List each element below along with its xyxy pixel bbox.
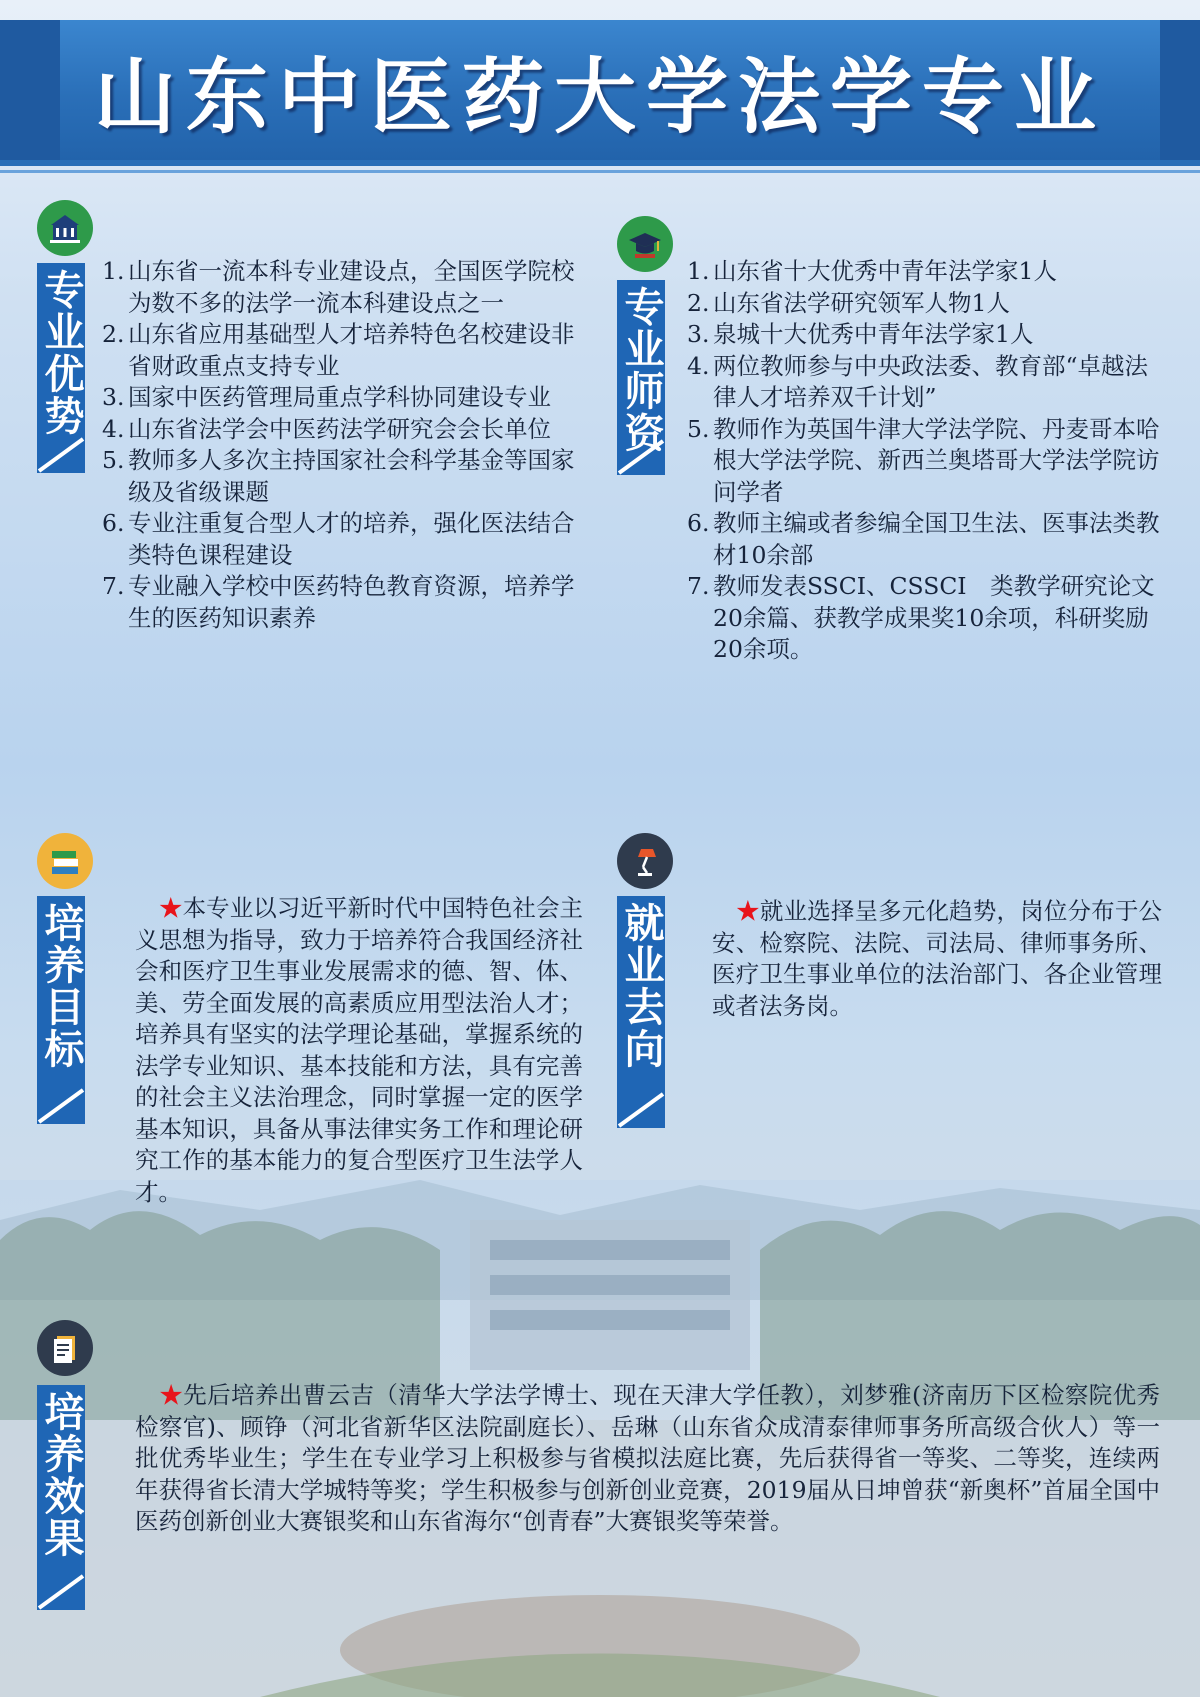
list-item: 1. 山东省一流本科专业建设点，全国医学院校为数不多的法学一流本科建设点之一	[102, 257, 575, 317]
career-desk-lamp-icon	[617, 833, 673, 889]
section-label-faculty: 专业师资	[617, 280, 665, 475]
list-item: 4. 两位教师参与中央政法委、教育部“卓越法律人才培养双千计划”	[687, 351, 1149, 411]
star-icon: ★	[736, 897, 760, 925]
page-title: 山东中医药大学法学专业	[93, 49, 1106, 145]
section-label-training-results: 培养效果	[37, 1385, 85, 1610]
section-label-employment: 就业去向	[617, 896, 665, 1128]
faculty-list	[687, 256, 1165, 666]
graduation-cap-icon	[617, 216, 673, 272]
books-icon	[37, 833, 93, 889]
list-item: 3. 泉城十大优秀中青年法学家1人	[687, 320, 1034, 348]
list-item: 1. 山东省十大优秀中青年法学家1人	[687, 257, 1057, 285]
list-item: 2. 山东省应用基础型人才培养特色名校建设非省财政重点支持专业	[102, 320, 575, 380]
employment-paragraph: ★就业选择呈多元化趋势，岗位分布于公安、检察院、法院、司法局、律师事务所、医疗卫生事业单位的法治部门、各企业管理或者法务岗。	[712, 897, 1163, 1020]
list-item: 6. 教师主编或者参编全国卫生法、医事法类教材10余部	[687, 509, 1160, 569]
advantages-list	[102, 256, 582, 634]
list-item: 5. 教师多人多次主持国家社会科学基金等国家级及省级课题	[102, 446, 575, 506]
section-label-training-goal: 培养目标	[37, 896, 85, 1124]
list-item: 3. 国家中医药管理局重点学科协同建设专业	[102, 383, 551, 411]
section-label-advantages: 专业优势	[37, 263, 85, 473]
list-item: 7. 教师发表SSCI、CSSCI 类教学研究论文20余篇、获教学成果奖10余项，科研奖励20余项。	[687, 572, 1155, 663]
list-item: 5. 教师作为英国牛津大学法学院、丹麦哥本哈根大学法学院、新西兰奥塔哥大学法学院访问学者	[687, 414, 1160, 506]
list-item: 7. 专业融入学校中医药特色教育资源，培养学生的医药知识素养	[102, 572, 575, 632]
training-goal-paragraph: ★本专业以习近平新时代中国特色社会主义思想为指导，致力于培养符合我国经济社会和医疗卫生事业发展需求的德、智、体、美、劳全面发展的高素质应用型法治人才；培养具有坚实的法学理论基础，掌握系统的法学专业知识、基本技能和方法，具有完善的社会主义法治理念，同时掌握一定的医学基本知识，具备从事法律实务工作和理论研究工作的基本能力的复合型医疗卫生法学人才。	[135, 894, 584, 1206]
star-icon: ★	[159, 1381, 184, 1409]
certificate-document-icon	[37, 1320, 93, 1376]
university-building-icon	[37, 200, 93, 256]
training-results-paragraph: ★先后培养出曹云吉（清华大学法学博士、现在天津大学任教），刘梦雅(济南历下区检察院优秀检察官)、顾铮（河北省新华区法院副庭长）、岳琳（山东省众成清泰律师事务所高级合伙人）等一批优秀毕业生；学生在专业学习上积极参与省模拟法庭比赛，先后获得省一等奖、二等奖，连续两年获得省长清大学城特等奖；学生积极参与创新创业竞赛，2019届从日坤曾获“新奥杯”首届全国中医药创新创业大赛银奖和山东省海尔“创青春”大赛银奖等荣誉。	[135, 1381, 1161, 1535]
list-item: 2. 山东省法学研究领军人物1人	[687, 288, 1010, 317]
banner-stripe	[0, 160, 1200, 166]
star-icon: ★	[159, 894, 183, 922]
list-item: 6. 专业注重复合型人才的培养，强化医法结合类特色课程建设	[102, 509, 575, 569]
banner-stripe-light	[0, 170, 1200, 173]
list-item: 4. 山东省法学会中医药法学研究会会长单位	[102, 414, 551, 443]
